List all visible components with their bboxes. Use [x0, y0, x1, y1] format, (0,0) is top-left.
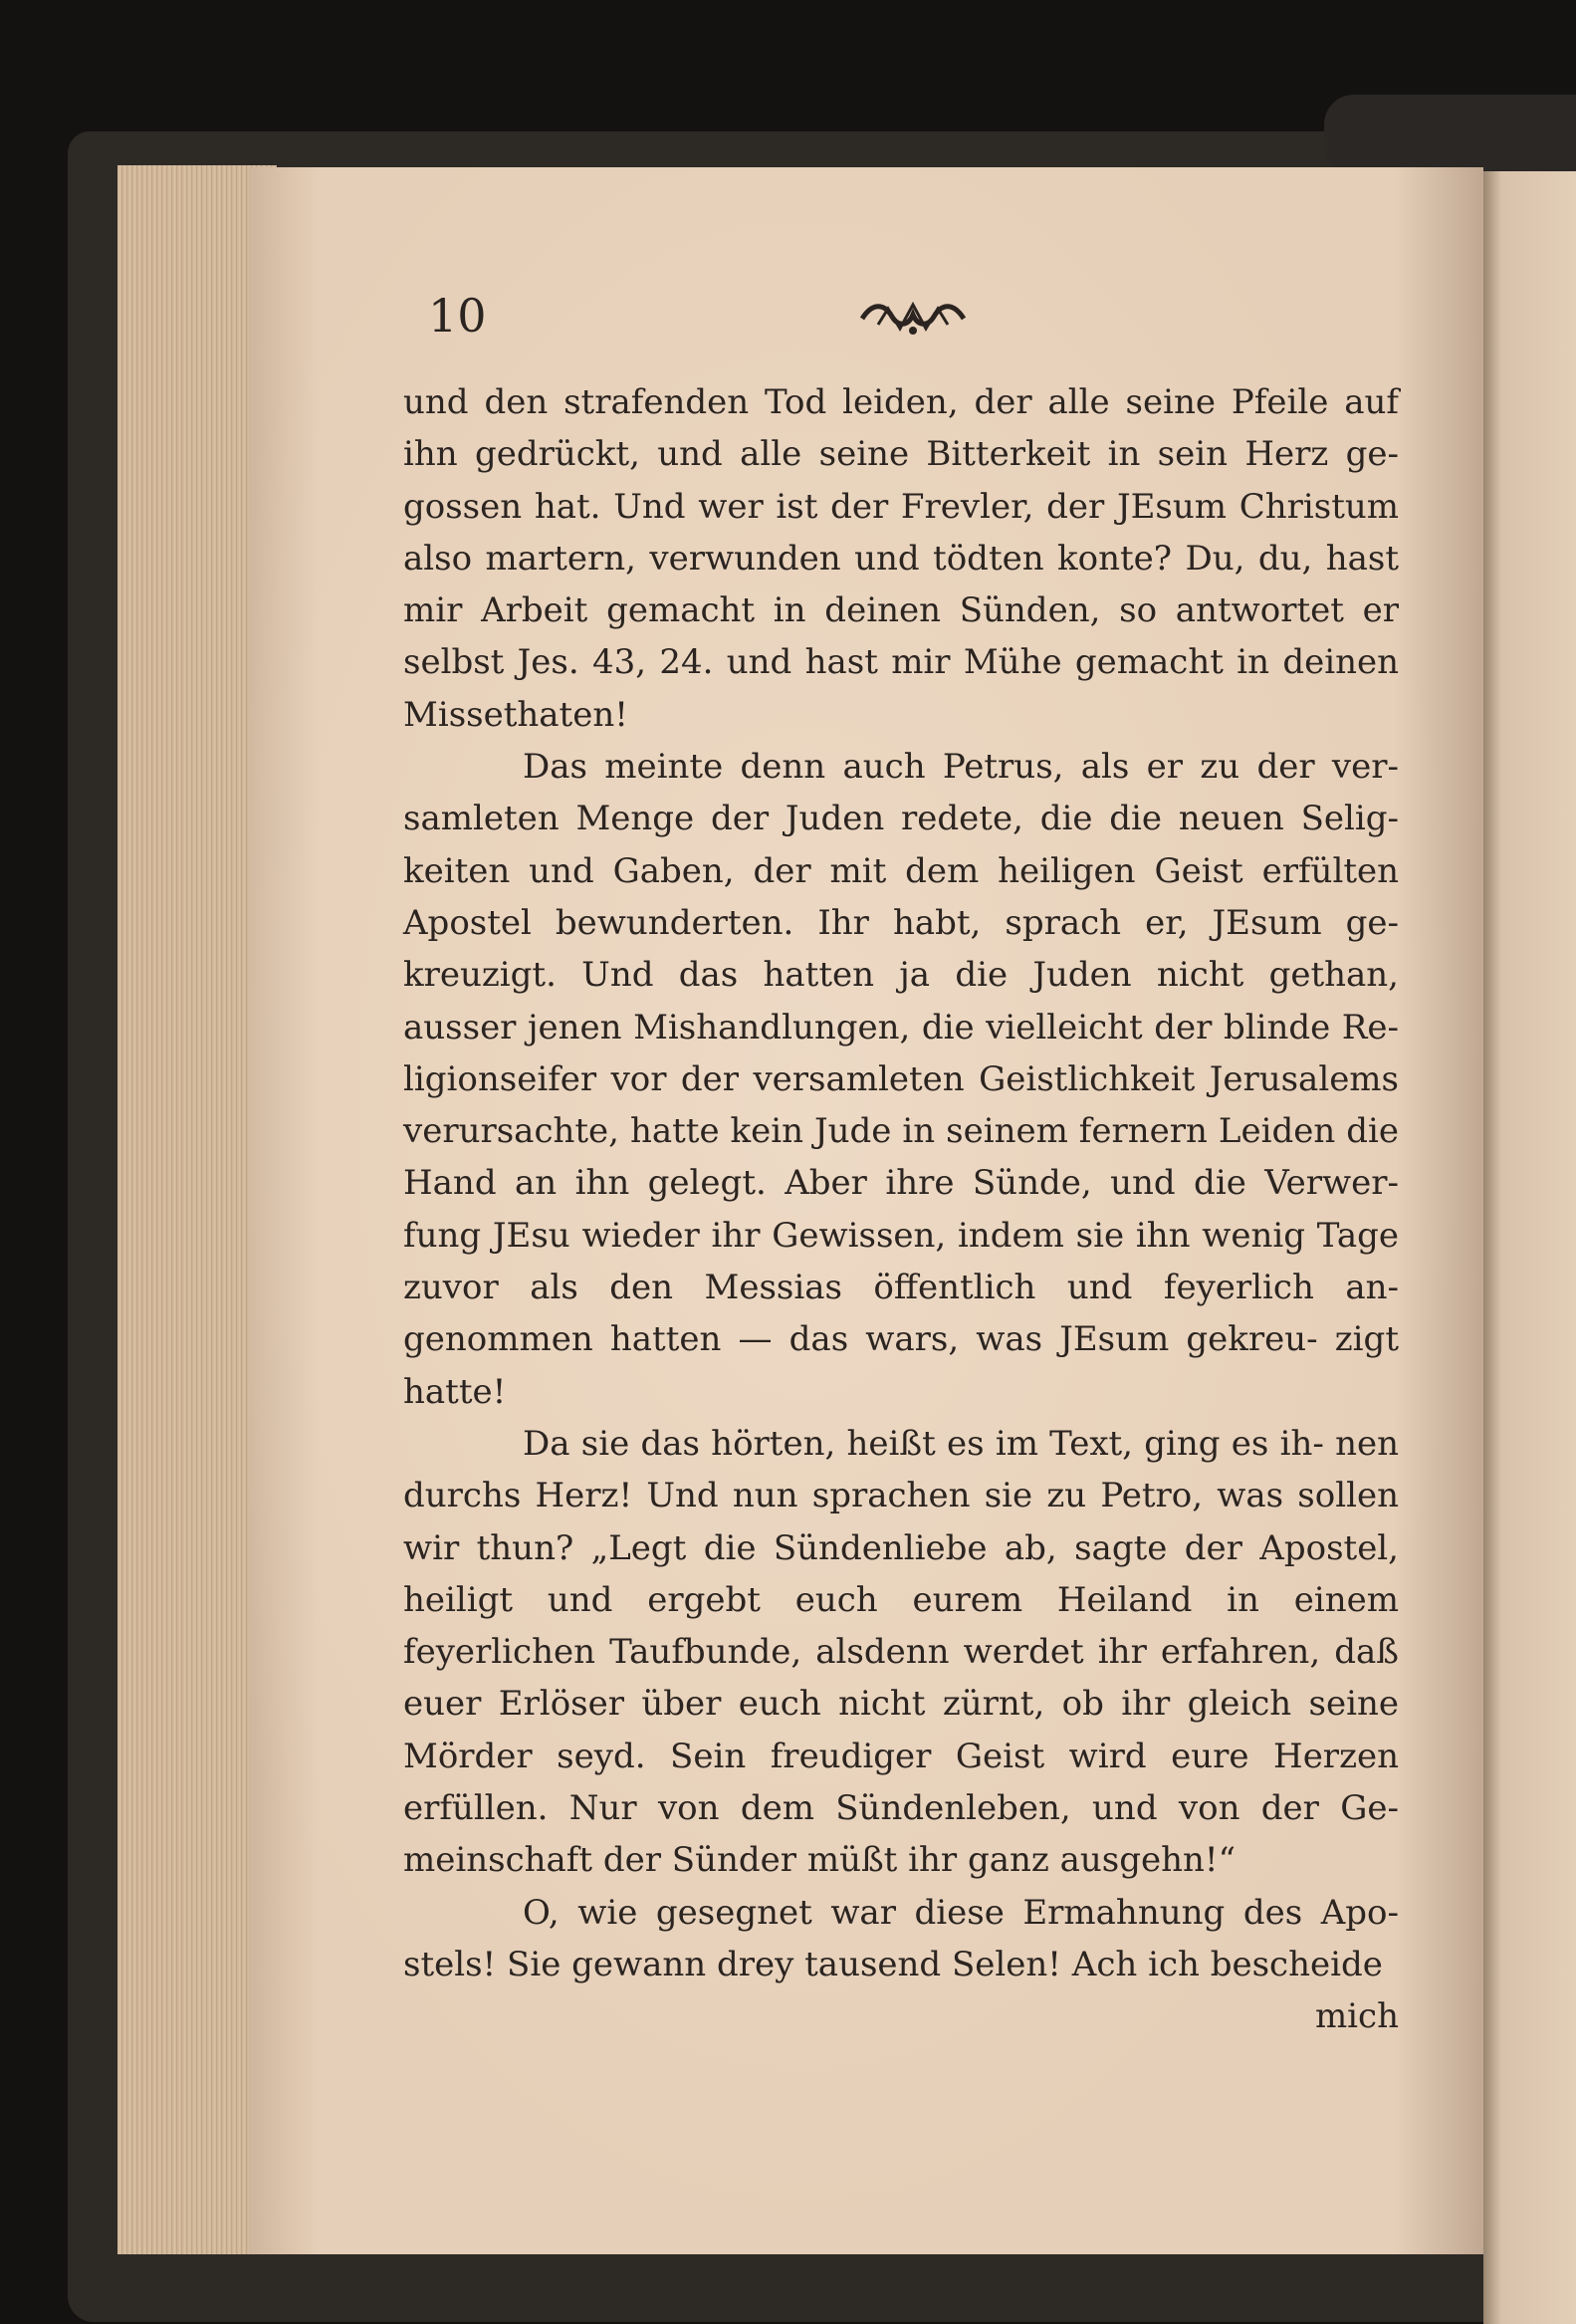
catchword: mich — [1314, 1996, 1399, 2037]
paragraph: O, wie gesegnet war diese Ermahnung des Apo- stels! Sie gewann drey tausend Selen! Ach ich bescheide — [403, 1892, 1399, 1984]
paragraph: Das meinte denn auch Petrus, als er zu der ver- samleten Menge der Juden redete, die die neuen Selig- keiten und Gaben, der mit dem heiligen Geist erfülten Apostel bewunderten. Ihr habt, sprach er, JEsum ge- kreuzigt. Und das hatten ja die Juden nicht gethan, ausser jenen Mishandlungen, die vielleicht der blinde Re- ligionseifer vor der versamleten Geistlichkeit Jerusalems verursachte, hatte kein Jude in seinem fernern Leiden die Hand an ihn gelegt. Aber ihre Sünde, und die Verwer- fung JEsu wieder ihr Gewissen, indem sie ihn wenig Tage zuvor als den Messias öffentlich und feyerlich an- genommen hatten — das wars, was JEsum gekreu- zigt hatte! — [403, 747, 1399, 1412]
body-text — [403, 376, 1399, 2043]
book-spine-top — [1324, 95, 1576, 174]
facing-page-edge — [1483, 171, 1576, 2324]
paragraph: und den strafenden Tod leiden, der alle seine Pfeile auf ihn gedrückt, und alle seine Bitterkeit in sein Herz ge- gossen hat. Und wer ist der Frevler, der JEsum Christum also martern, verwunden und tödten konte? Du, du, hast mir Arbeit gemacht in deinen Sünden, so antwortet er selbst Jes. 43, 24. und hast mir Mühe gemacht in deinen Missethaten! — [403, 382, 1399, 735]
ornament-icon — [858, 295, 968, 339]
paragraph: Da sie das hörten, heißt es im Text, ging es ih- nen durchs Herz! Und nun sprachen sie zu Petro, was sollen wir thun? „Legt die Sündenliebe ab, sagte der Apostel, heiligt und ergebt euch eurem Heiland in einem feyerlichen Taufbunde, alsdenn werdet ihr erfahren, daß euer Erlöser über euch nicht zürnt, ob ihr gleich seine Mörder seyd. Sein freudiger Geist wird eure Herzen erfüllen. Nur von dem Sündenleben, und von der Ge- meinschaft der Sünder müßt ihr ganz ausgehn!“ — [403, 1423, 1399, 1881]
page-number: 10 — [428, 289, 487, 343]
